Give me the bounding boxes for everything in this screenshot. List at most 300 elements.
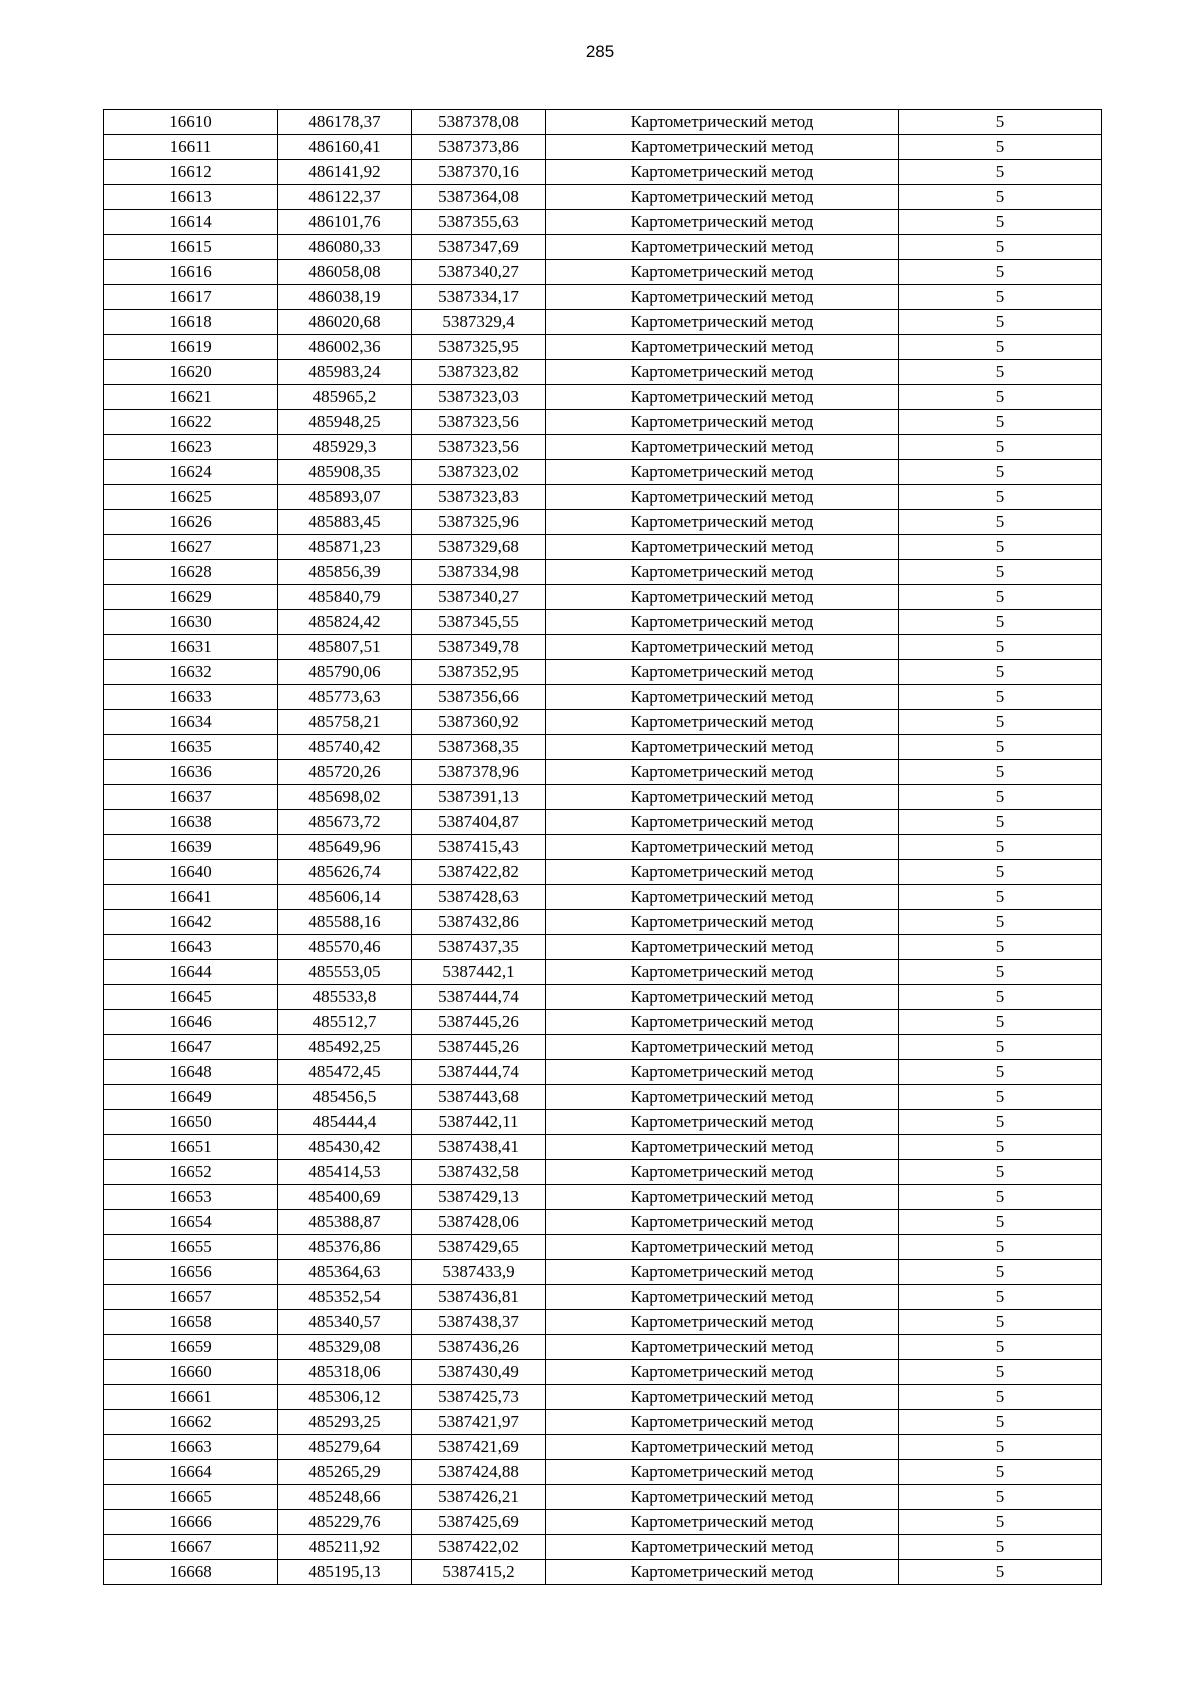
x-coordinate-cell: 485893,07 xyxy=(278,485,412,510)
point-number-cell: 16627 xyxy=(104,535,278,560)
x-coordinate-cell: 485279,64 xyxy=(278,1435,412,1460)
point-number-cell: 16631 xyxy=(104,635,278,660)
y-coordinate-cell: 5387356,66 xyxy=(412,685,546,710)
y-coordinate-cell: 5387426,21 xyxy=(412,1485,546,1510)
table-row xyxy=(104,1260,1102,1285)
point-number-cell: 16635 xyxy=(104,735,278,760)
x-coordinate-cell: 485649,96 xyxy=(278,835,412,860)
table-row xyxy=(104,935,1102,960)
method-cell: Картометрический метод xyxy=(546,460,899,485)
table-row xyxy=(104,510,1102,535)
point-number-cell: 16617 xyxy=(104,285,278,310)
method-cell: Картометрический метод xyxy=(546,1260,899,1285)
method-cell: Картометрический метод xyxy=(546,1235,899,1260)
x-coordinate-cell: 486038,19 xyxy=(278,285,412,310)
table-row xyxy=(104,160,1102,185)
y-coordinate-cell: 5387424,88 xyxy=(412,1460,546,1485)
y-coordinate-cell: 5387334,17 xyxy=(412,285,546,310)
x-coordinate-cell: 485824,42 xyxy=(278,610,412,635)
point-number-cell: 16655 xyxy=(104,1235,278,1260)
method-cell: Картометрический метод xyxy=(546,135,899,160)
method-cell: Картометрический метод xyxy=(546,160,899,185)
table-row xyxy=(104,535,1102,560)
x-coordinate-cell: 485512,7 xyxy=(278,1010,412,1035)
x-coordinate-cell: 485790,06 xyxy=(278,660,412,685)
page-number: 285 xyxy=(585,42,615,61)
point-number-cell: 16630 xyxy=(104,610,278,635)
x-coordinate-cell: 485430,42 xyxy=(278,1135,412,1160)
x-coordinate-cell: 485840,79 xyxy=(278,585,412,610)
table-row xyxy=(104,1210,1102,1235)
point-number-cell: 16650 xyxy=(104,1110,278,1135)
x-coordinate-cell: 485318,06 xyxy=(278,1360,412,1385)
table-row xyxy=(104,435,1102,460)
method-cell: Картометрический метод xyxy=(546,1385,899,1410)
y-coordinate-cell: 5387438,37 xyxy=(412,1310,546,1335)
y-coordinate-cell: 5387425,69 xyxy=(412,1510,546,1535)
y-coordinate-cell: 5387425,73 xyxy=(412,1385,546,1410)
point-number-cell: 16616 xyxy=(104,260,278,285)
method-cell: Картометрический метод xyxy=(546,385,899,410)
accuracy-cell: 5 xyxy=(899,1010,1102,1035)
method-cell: Картометрический метод xyxy=(546,885,899,910)
y-coordinate-cell: 5387421,69 xyxy=(412,1435,546,1460)
point-number-cell: 16626 xyxy=(104,510,278,535)
y-coordinate-cell: 5387355,63 xyxy=(412,210,546,235)
table-row xyxy=(104,185,1102,210)
x-coordinate-cell: 485376,86 xyxy=(278,1235,412,1260)
method-cell: Картометрический метод xyxy=(546,1035,899,1060)
method-cell: Картометрический метод xyxy=(546,1435,899,1460)
y-coordinate-cell: 5387433,9 xyxy=(412,1260,546,1285)
method-cell: Картометрический метод xyxy=(546,660,899,685)
table-row xyxy=(104,235,1102,260)
table-row xyxy=(104,1535,1102,1560)
table-row xyxy=(104,260,1102,285)
table-row xyxy=(104,1110,1102,1135)
accuracy-cell: 5 xyxy=(899,1485,1102,1510)
coordinates-table-body xyxy=(104,110,1102,1585)
accuracy-cell: 5 xyxy=(899,1560,1102,1585)
y-coordinate-cell: 5387436,81 xyxy=(412,1285,546,1310)
method-cell: Картометрический метод xyxy=(546,310,899,335)
x-coordinate-cell: 485472,45 xyxy=(278,1060,412,1085)
y-coordinate-cell: 5387404,87 xyxy=(412,810,546,835)
method-cell: Картометрический метод xyxy=(546,1185,899,1210)
table-row xyxy=(104,1185,1102,1210)
y-coordinate-cell: 5387438,41 xyxy=(412,1135,546,1160)
method-cell: Картометрический метод xyxy=(546,1410,899,1435)
table-row xyxy=(104,635,1102,660)
x-coordinate-cell: 486178,37 xyxy=(278,110,412,135)
accuracy-cell: 5 xyxy=(899,410,1102,435)
table-row xyxy=(104,785,1102,810)
accuracy-cell: 5 xyxy=(899,285,1102,310)
y-coordinate-cell: 5387436,26 xyxy=(412,1335,546,1360)
point-number-cell: 16653 xyxy=(104,1185,278,1210)
accuracy-cell: 5 xyxy=(899,260,1102,285)
y-coordinate-cell: 5387428,63 xyxy=(412,885,546,910)
method-cell: Картометрический метод xyxy=(546,185,899,210)
y-coordinate-cell: 5387325,95 xyxy=(412,335,546,360)
y-coordinate-cell: 5387378,08 xyxy=(412,110,546,135)
y-coordinate-cell: 5387347,69 xyxy=(412,235,546,260)
point-number-cell: 16636 xyxy=(104,760,278,785)
table-row xyxy=(104,1410,1102,1435)
x-coordinate-cell: 485606,14 xyxy=(278,885,412,910)
point-number-cell: 16619 xyxy=(104,335,278,360)
point-number-cell: 16633 xyxy=(104,685,278,710)
y-coordinate-cell: 5387443,68 xyxy=(412,1085,546,1110)
table-row xyxy=(104,485,1102,510)
table-row xyxy=(104,410,1102,435)
table-row xyxy=(104,1385,1102,1410)
point-number-cell: 16624 xyxy=(104,460,278,485)
x-coordinate-cell: 485883,45 xyxy=(278,510,412,535)
point-number-cell: 16639 xyxy=(104,835,278,860)
method-cell: Картометрический метод xyxy=(546,235,899,260)
point-number-cell: 16657 xyxy=(104,1285,278,1310)
point-number-cell: 16664 xyxy=(104,1460,278,1485)
accuracy-cell: 5 xyxy=(899,110,1102,135)
table-row xyxy=(104,1460,1102,1485)
method-cell: Картометрический метод xyxy=(546,1310,899,1335)
point-number-cell: 16666 xyxy=(104,1510,278,1535)
method-cell: Картометрический метод xyxy=(546,360,899,385)
accuracy-cell: 5 xyxy=(899,660,1102,685)
accuracy-cell: 5 xyxy=(899,310,1102,335)
accuracy-cell: 5 xyxy=(899,1060,1102,1085)
accuracy-cell: 5 xyxy=(899,1035,1102,1060)
y-coordinate-cell: 5387373,86 xyxy=(412,135,546,160)
method-cell: Картометрический метод xyxy=(546,1010,899,1035)
accuracy-cell: 5 xyxy=(899,435,1102,460)
method-cell: Картометрический метод xyxy=(546,510,899,535)
table-row xyxy=(104,585,1102,610)
point-number-cell: 16652 xyxy=(104,1160,278,1185)
x-coordinate-cell: 485758,21 xyxy=(278,710,412,735)
accuracy-cell: 5 xyxy=(899,510,1102,535)
method-cell: Картометрический метод xyxy=(546,535,899,560)
table-row xyxy=(104,760,1102,785)
table-row xyxy=(104,885,1102,910)
point-number-cell: 16668 xyxy=(104,1560,278,1585)
point-number-cell: 16629 xyxy=(104,585,278,610)
point-number-cell: 16648 xyxy=(104,1060,278,1085)
y-coordinate-cell: 5387445,26 xyxy=(412,1035,546,1060)
accuracy-cell: 5 xyxy=(899,1260,1102,1285)
y-coordinate-cell: 5387345,55 xyxy=(412,610,546,635)
method-cell: Картометрический метод xyxy=(546,960,899,985)
accuracy-cell: 5 xyxy=(899,335,1102,360)
method-cell: Картометрический метод xyxy=(546,1485,899,1510)
x-coordinate-cell: 485340,57 xyxy=(278,1310,412,1335)
table-row xyxy=(104,1035,1102,1060)
y-coordinate-cell: 5387323,02 xyxy=(412,460,546,485)
point-number-cell: 16642 xyxy=(104,910,278,935)
table-row xyxy=(104,1435,1102,1460)
accuracy-cell: 5 xyxy=(899,710,1102,735)
method-cell: Картометрический метод xyxy=(546,1085,899,1110)
y-coordinate-cell: 5387368,35 xyxy=(412,735,546,760)
table-row xyxy=(104,1310,1102,1335)
accuracy-cell: 5 xyxy=(899,1285,1102,1310)
x-coordinate-cell: 485908,35 xyxy=(278,460,412,485)
method-cell: Картометрический метод xyxy=(546,1335,899,1360)
point-number-cell: 16621 xyxy=(104,385,278,410)
accuracy-cell: 5 xyxy=(899,910,1102,935)
y-coordinate-cell: 5387364,08 xyxy=(412,185,546,210)
method-cell: Картометрический метод xyxy=(546,1360,899,1385)
point-number-cell: 16651 xyxy=(104,1135,278,1160)
accuracy-cell: 5 xyxy=(899,485,1102,510)
coordinates-table xyxy=(103,109,1102,1585)
point-number-cell: 16618 xyxy=(104,310,278,335)
method-cell: Картометрический метод xyxy=(546,585,899,610)
table-row xyxy=(104,1010,1102,1035)
point-number-cell: 16646 xyxy=(104,1010,278,1035)
accuracy-cell: 5 xyxy=(899,885,1102,910)
accuracy-cell: 5 xyxy=(899,1335,1102,1360)
y-coordinate-cell: 5387442,11 xyxy=(412,1110,546,1135)
method-cell: Картометрический метод xyxy=(546,910,899,935)
point-number-cell: 16647 xyxy=(104,1035,278,1060)
y-coordinate-cell: 5387428,06 xyxy=(412,1210,546,1235)
table-row xyxy=(104,1160,1102,1185)
point-number-cell: 16611 xyxy=(104,135,278,160)
y-coordinate-cell: 5387437,35 xyxy=(412,935,546,960)
method-cell: Картометрический метод xyxy=(546,1535,899,1560)
table-row xyxy=(104,560,1102,585)
table-row xyxy=(104,685,1102,710)
y-coordinate-cell: 5387329,4 xyxy=(412,310,546,335)
table-row xyxy=(104,1560,1102,1585)
point-number-cell: 16645 xyxy=(104,985,278,1010)
table-row xyxy=(104,210,1102,235)
table-row xyxy=(104,1085,1102,1110)
point-number-cell: 16661 xyxy=(104,1385,278,1410)
method-cell: Картометрический метод xyxy=(546,735,899,760)
x-coordinate-cell: 485265,29 xyxy=(278,1460,412,1485)
table-row xyxy=(104,610,1102,635)
x-coordinate-cell: 485856,39 xyxy=(278,560,412,585)
method-cell: Картометрический метод xyxy=(546,110,899,135)
method-cell: Картометрический метод xyxy=(546,860,899,885)
table-row xyxy=(104,1060,1102,1085)
accuracy-cell: 5 xyxy=(899,1310,1102,1335)
y-coordinate-cell: 5387391,13 xyxy=(412,785,546,810)
y-coordinate-cell: 5387349,78 xyxy=(412,635,546,660)
table-row xyxy=(104,710,1102,735)
method-cell: Картометрический метод xyxy=(546,1510,899,1535)
point-number-cell: 16654 xyxy=(104,1210,278,1235)
table-row xyxy=(104,335,1102,360)
table-row xyxy=(104,660,1102,685)
point-number-cell: 16659 xyxy=(104,1335,278,1360)
y-coordinate-cell: 5387445,26 xyxy=(412,1010,546,1035)
point-number-cell: 16663 xyxy=(104,1435,278,1460)
accuracy-cell: 5 xyxy=(899,685,1102,710)
accuracy-cell: 5 xyxy=(899,985,1102,1010)
method-cell: Картометрический метод xyxy=(546,1135,899,1160)
x-coordinate-cell: 485414,53 xyxy=(278,1160,412,1185)
point-number-cell: 16641 xyxy=(104,885,278,910)
x-coordinate-cell: 485195,13 xyxy=(278,1560,412,1585)
x-coordinate-cell: 485444,4 xyxy=(278,1110,412,1135)
point-number-cell: 16643 xyxy=(104,935,278,960)
x-coordinate-cell: 485773,63 xyxy=(278,685,412,710)
method-cell: Картометрический метод xyxy=(546,485,899,510)
y-coordinate-cell: 5387442,1 xyxy=(412,960,546,985)
accuracy-cell: 5 xyxy=(899,1085,1102,1110)
x-coordinate-cell: 485948,25 xyxy=(278,410,412,435)
point-number-cell: 16625 xyxy=(104,485,278,510)
method-cell: Картометрический метод xyxy=(546,335,899,360)
accuracy-cell: 5 xyxy=(899,1410,1102,1435)
method-cell: Картометрический метод xyxy=(546,785,899,810)
point-number-cell: 16656 xyxy=(104,1260,278,1285)
method-cell: Картометрический метод xyxy=(546,935,899,960)
point-number-cell: 16614 xyxy=(104,210,278,235)
y-coordinate-cell: 5387360,92 xyxy=(412,710,546,735)
method-cell: Картометрический метод xyxy=(546,1460,899,1485)
y-coordinate-cell: 5387415,2 xyxy=(412,1560,546,1585)
x-coordinate-cell: 485400,69 xyxy=(278,1185,412,1210)
point-number-cell: 16665 xyxy=(104,1485,278,1510)
y-coordinate-cell: 5387429,65 xyxy=(412,1235,546,1260)
point-number-cell: 16613 xyxy=(104,185,278,210)
x-coordinate-cell: 485211,92 xyxy=(278,1535,412,1560)
accuracy-cell: 5 xyxy=(899,160,1102,185)
accuracy-cell: 5 xyxy=(899,1460,1102,1485)
y-coordinate-cell: 5387415,43 xyxy=(412,835,546,860)
x-coordinate-cell: 485965,2 xyxy=(278,385,412,410)
x-coordinate-cell: 486122,37 xyxy=(278,185,412,210)
y-coordinate-cell: 5387370,16 xyxy=(412,160,546,185)
table-row xyxy=(104,1135,1102,1160)
accuracy-cell: 5 xyxy=(899,960,1102,985)
table-row xyxy=(104,1510,1102,1535)
table-row xyxy=(104,835,1102,860)
point-number-cell: 16610 xyxy=(104,110,278,135)
x-coordinate-cell: 485492,25 xyxy=(278,1035,412,1060)
x-coordinate-cell: 485983,24 xyxy=(278,360,412,385)
x-coordinate-cell: 485570,46 xyxy=(278,935,412,960)
accuracy-cell: 5 xyxy=(899,785,1102,810)
point-number-cell: 16612 xyxy=(104,160,278,185)
x-coordinate-cell: 485720,26 xyxy=(278,760,412,785)
x-coordinate-cell: 486141,92 xyxy=(278,160,412,185)
x-coordinate-cell: 485306,12 xyxy=(278,1385,412,1410)
point-number-cell: 16667 xyxy=(104,1535,278,1560)
method-cell: Картометрический метод xyxy=(546,985,899,1010)
x-coordinate-cell: 486002,36 xyxy=(278,335,412,360)
y-coordinate-cell: 5387430,49 xyxy=(412,1360,546,1385)
method-cell: Картометрический метод xyxy=(546,710,899,735)
method-cell: Картометрический метод xyxy=(546,810,899,835)
accuracy-cell: 5 xyxy=(899,735,1102,760)
accuracy-cell: 5 xyxy=(899,810,1102,835)
accuracy-cell: 5 xyxy=(899,360,1102,385)
table-row xyxy=(104,860,1102,885)
x-coordinate-cell: 485352,54 xyxy=(278,1285,412,1310)
y-coordinate-cell: 5387340,27 xyxy=(412,260,546,285)
accuracy-cell: 5 xyxy=(899,760,1102,785)
method-cell: Картометрический метод xyxy=(546,635,899,660)
point-number-cell: 16628 xyxy=(104,560,278,585)
x-coordinate-cell: 486058,08 xyxy=(278,260,412,285)
accuracy-cell: 5 xyxy=(899,1535,1102,1560)
accuracy-cell: 5 xyxy=(899,610,1102,635)
y-coordinate-cell: 5387378,96 xyxy=(412,760,546,785)
x-coordinate-cell: 485871,23 xyxy=(278,535,412,560)
x-coordinate-cell: 485248,66 xyxy=(278,1485,412,1510)
method-cell: Картометрический метод xyxy=(546,1285,899,1310)
y-coordinate-cell: 5387323,83 xyxy=(412,485,546,510)
table-row xyxy=(104,735,1102,760)
x-coordinate-cell: 485626,74 xyxy=(278,860,412,885)
y-coordinate-cell: 5387422,02 xyxy=(412,1535,546,1560)
table-row xyxy=(104,110,1102,135)
accuracy-cell: 5 xyxy=(899,1385,1102,1410)
method-cell: Картометрический метод xyxy=(546,210,899,235)
table-row xyxy=(104,385,1102,410)
accuracy-cell: 5 xyxy=(899,1235,1102,1260)
point-number-cell: 16640 xyxy=(104,860,278,885)
y-coordinate-cell: 5387444,74 xyxy=(412,985,546,1010)
point-number-cell: 16634 xyxy=(104,710,278,735)
x-coordinate-cell: 486080,33 xyxy=(278,235,412,260)
point-number-cell: 16620 xyxy=(104,360,278,385)
method-cell: Картометрический метод xyxy=(546,260,899,285)
x-coordinate-cell: 485740,42 xyxy=(278,735,412,760)
point-number-cell: 16615 xyxy=(104,235,278,260)
method-cell: Картометрический метод xyxy=(546,1210,899,1235)
x-coordinate-cell: 485553,05 xyxy=(278,960,412,985)
y-coordinate-cell: 5387432,86 xyxy=(412,910,546,935)
table-row xyxy=(104,1360,1102,1385)
x-coordinate-cell: 485929,3 xyxy=(278,435,412,460)
point-number-cell: 16658 xyxy=(104,1310,278,1335)
x-coordinate-cell: 485456,5 xyxy=(278,1085,412,1110)
y-coordinate-cell: 5387429,13 xyxy=(412,1185,546,1210)
accuracy-cell: 5 xyxy=(899,1435,1102,1460)
x-coordinate-cell: 485807,51 xyxy=(278,635,412,660)
y-coordinate-cell: 5387329,68 xyxy=(412,535,546,560)
point-number-cell: 16660 xyxy=(104,1360,278,1385)
accuracy-cell: 5 xyxy=(899,935,1102,960)
y-coordinate-cell: 5387340,27 xyxy=(412,585,546,610)
method-cell: Картометрический метод xyxy=(546,1160,899,1185)
accuracy-cell: 5 xyxy=(899,235,1102,260)
x-coordinate-cell: 486020,68 xyxy=(278,310,412,335)
y-coordinate-cell: 5387432,58 xyxy=(412,1160,546,1185)
method-cell: Картометрический метод xyxy=(546,685,899,710)
accuracy-cell: 5 xyxy=(899,1135,1102,1160)
method-cell: Картометрический метод xyxy=(546,560,899,585)
y-coordinate-cell: 5387334,98 xyxy=(412,560,546,585)
method-cell: Картометрический метод xyxy=(546,435,899,460)
accuracy-cell: 5 xyxy=(899,585,1102,610)
accuracy-cell: 5 xyxy=(899,1160,1102,1185)
accuracy-cell: 5 xyxy=(899,385,1102,410)
x-coordinate-cell: 485698,02 xyxy=(278,785,412,810)
table-row xyxy=(104,135,1102,160)
y-coordinate-cell: 5387325,96 xyxy=(412,510,546,535)
accuracy-cell: 5 xyxy=(899,1185,1102,1210)
point-number-cell: 16638 xyxy=(104,810,278,835)
accuracy-cell: 5 xyxy=(899,135,1102,160)
